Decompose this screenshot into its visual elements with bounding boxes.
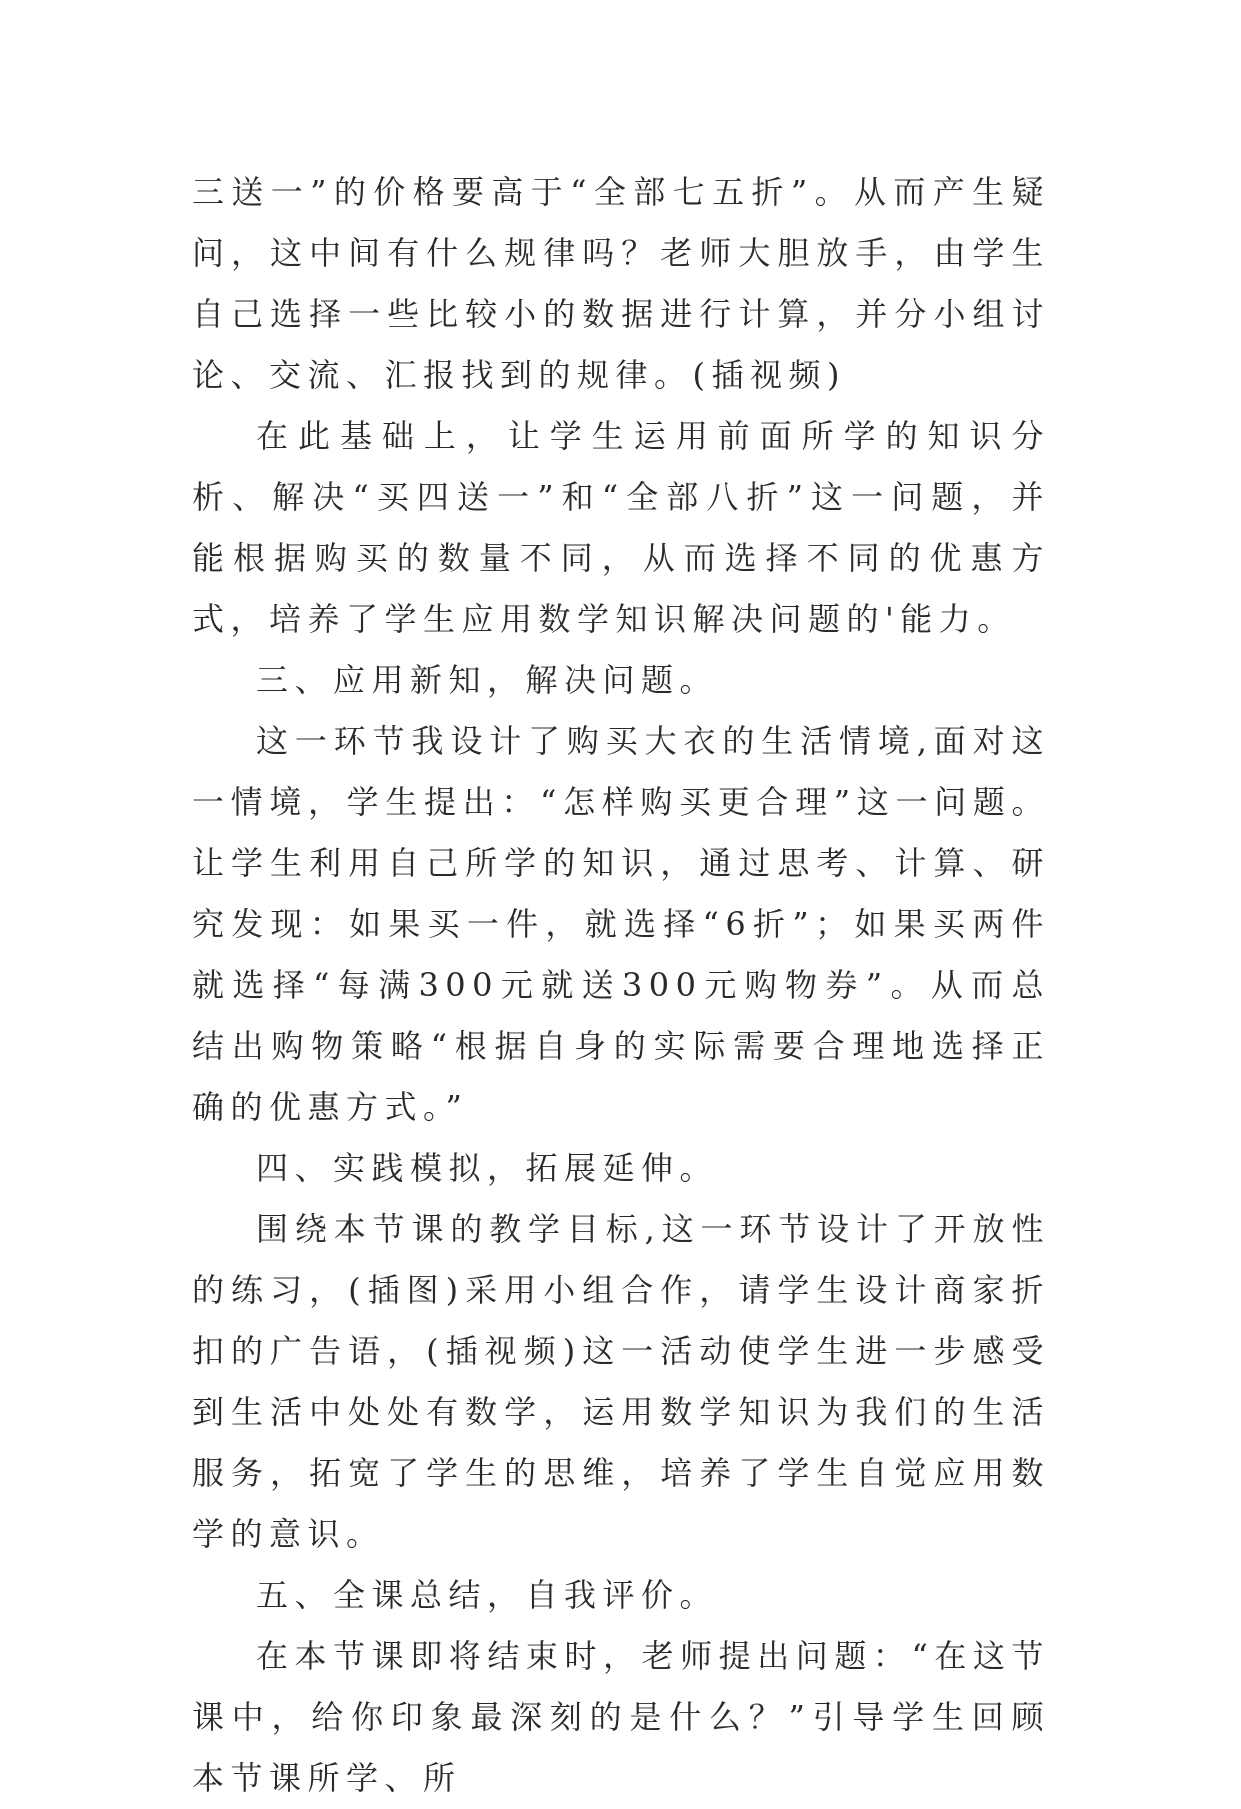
paragraph-practice: 围绕本节课的教学目标,这一环节设计了开放性的练习，(插图)采用小组合作，请学生设计商家折扣的广告语，(插视频)这一活动使学生进一步感受到生活中处处有数学，运用数学知识为我们的生活服务，拓宽了学生的思维，培养了学生自觉应用数学的意识。	[192, 1210, 1050, 1553]
document-body	[192, 162, 1050, 1809]
section-heading-apply: 三、应用新知，解决问题。	[256, 661, 719, 699]
section-heading-practice: 四、实践模拟，拓展延伸。	[256, 1149, 719, 1187]
paragraph-analysis: 在此基础上，让学生运用前面所学的知识分析、解决“买四送一”和“全部八折”这一问题，并能根据购买的数量不同，从而选择不同的优惠方式，培养了学生应用数学知识解决问题的'能力。	[192, 417, 1050, 638]
paragraph-summary: 在本节课即将结束时，老师提出问题：“在这节课中，给你印象最深刻的是什么？”引导学生回顾本节课所学、所	[192, 1637, 1050, 1797]
section-heading-summary: 五、全课总结，自我评价。	[256, 1576, 719, 1614]
paragraph-continuation: 三送一”的价格要高于“全部七五折”。从而产生疑问，这中间有什么规律吗？老师大胆放手，由学生自己选择一些比较小的数据进行计算，并分小组讨论、交流、汇报找到的规律。(插视频)	[192, 173, 1050, 394]
paragraph-coat-scenario: 这一环节我设计了购买大衣的生活情境,面对这一情境，学生提出：“怎样购买更合理”这一问题。让学生利用自己所学的知识，通过思考、计算、研究发现：如果买一件，就选择“6折”；如果买两件就选择“每满300元就送300元购物券”。从而总结出购物策略“根据自身的实际需要合理地选择正确的优惠方式。”	[192, 722, 1050, 1126]
